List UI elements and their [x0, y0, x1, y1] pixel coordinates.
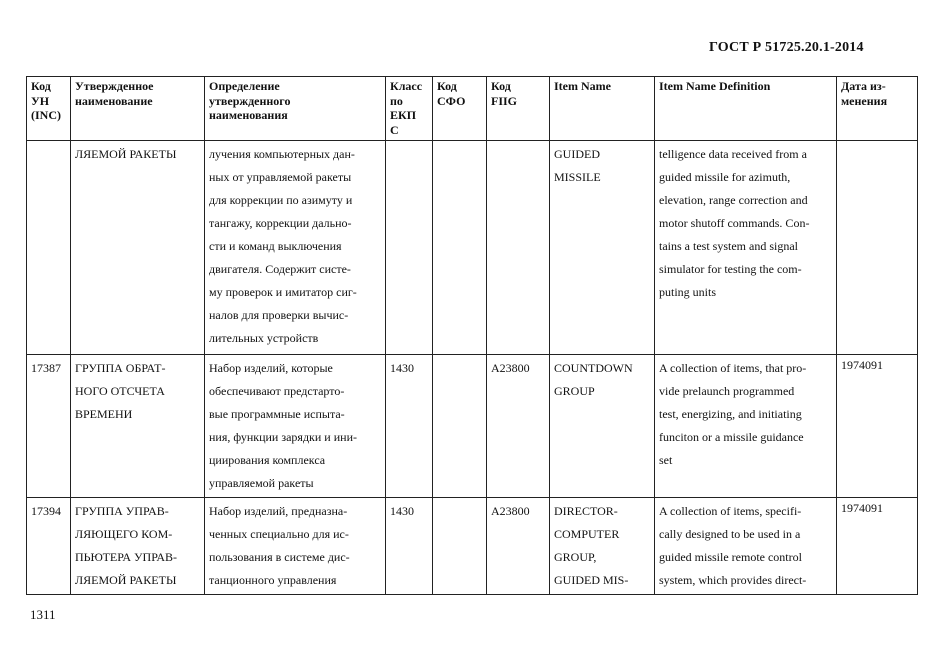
table-cell: 17387: [27, 355, 71, 498]
table-cell: Набор изделий, предназна- ченных специально для ис- пользования в системе дис- танционного управления: [205, 498, 386, 595]
column-header: Класс по ЕКП С: [386, 77, 433, 141]
table-cell: Набор изделий, которые обеспечивают предстарто- вые программные испыта- ния, функции зарядки и ини- циирования комплекса управляемой ракеты: [205, 355, 386, 498]
table-cell: 1974091: [837, 355, 918, 498]
table-row: [27, 355, 918, 498]
table-cell: 1430: [386, 355, 433, 498]
page-number: 1311: [30, 607, 56, 622]
table-cell: [433, 355, 487, 498]
table-cell: 1430: [386, 498, 433, 595]
table-cell: A collection of items, that pro- vide prelaunch programmed test, energizing, and initiating funciton or a missile guidance set: [655, 355, 837, 498]
nomenclature-table: [26, 76, 918, 595]
column-header: Item Name Definition: [655, 77, 837, 141]
table-cell: 1974091: [837, 498, 918, 595]
column-header: Item Name: [550, 77, 655, 141]
table-cell: A collection of items, specifi- cally designed to be used in a guided missile remote control system, which provides direct-: [655, 498, 837, 595]
column-header: Определение утвержденного наименования: [205, 77, 386, 141]
document-code: ГОСТ Р 51725.20.1-2014: [709, 40, 864, 55]
table-cell: 17394: [27, 498, 71, 595]
table-cell: ЛЯЕМОЙ РАКЕТЫ: [71, 141, 205, 355]
table-row: [27, 498, 918, 595]
table-cell: ГРУППА ОБРАТ- НОГО ОТСЧЕТА ВРЕМЕНИ: [71, 355, 205, 498]
table-cell: лучения компьютерных дан- ных от управляемой ракеты для коррекции по азимуту и тангажу, коррекции дально- сти и команд выключения двигателя. Содержит систе- му проверок и имитатор сиг- налов для проверки вычис- лительных устройств: [205, 141, 386, 355]
table-cell: A23800: [487, 355, 550, 498]
table-cell: ГРУППА УПРАВ- ЛЯЮЩЕГО КОМ- ПЬЮТЕРА УПРАВ- ЛЯЕМОЙ РАКЕТЫ: [71, 498, 205, 595]
table-cell: COUNTDOWN GROUP: [550, 355, 655, 498]
table-cell: [487, 141, 550, 355]
column-header: Код СФО: [433, 77, 487, 141]
table-cell: [837, 141, 918, 355]
table-cell: telligence data received from a guided missile for azimuth, elevation, range correction and motor shutoff commands. Con- tains a test system and signal simulator for testing the com- puting units: [655, 141, 837, 355]
table-cell: [27, 141, 71, 355]
table-header-row: [27, 77, 918, 141]
column-header: Код УН (INC): [27, 77, 71, 141]
table-cell: [386, 141, 433, 355]
table-cell: [433, 498, 487, 595]
table-cell: DIRECTOR- COMPUTER GROUP, GUIDED MIS-: [550, 498, 655, 595]
table-cell: [433, 141, 487, 355]
column-header: Дата из- менения: [837, 77, 918, 141]
table-row: [27, 141, 918, 355]
column-header: Утвержденное наименование: [71, 77, 205, 141]
table-cell: GUIDED MISSILE: [550, 141, 655, 355]
table-cell: A23800: [487, 498, 550, 595]
column-header: Код FIIG: [487, 77, 550, 141]
